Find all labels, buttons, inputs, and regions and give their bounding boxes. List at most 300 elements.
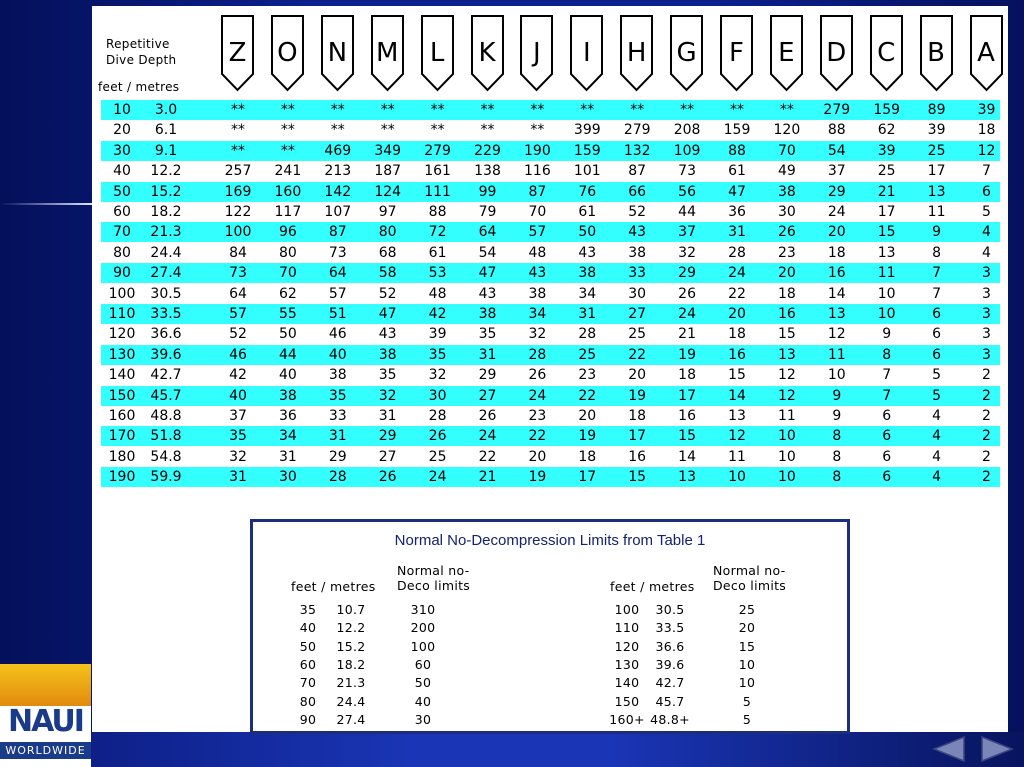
no-deco-time-cell: 38: [478, 306, 497, 322]
no-deco-time-cell: 101: [573, 163, 601, 180]
no-deco-time-cell: 5: [932, 367, 942, 384]
table-row: [101, 141, 1000, 161]
no-deco-time-cell: 19: [628, 387, 647, 404]
triangle-left-icon[interactable]: [930, 735, 966, 763]
depth-metres: 59.9: [150, 469, 182, 486]
no-deco-time-cell: 24: [827, 204, 846, 220]
table-panel: [92, 6, 1008, 732]
no-deco-time-cell: 31: [229, 469, 247, 486]
limit-depth-feet: 120: [614, 638, 640, 654]
no-deco-time-cell: 26: [378, 469, 397, 486]
no-deco-time-cell: **: [330, 122, 345, 139]
no-deco-time-cell: 29: [827, 183, 846, 200]
no-deco-time-cell: 6: [932, 326, 942, 343]
no-deco-time-cell: 15: [728, 367, 746, 384]
depth-metres: 48.8: [150, 408, 182, 424]
no-deco-time-cell: 47: [478, 265, 497, 282]
no-deco-time-cell: 61: [428, 244, 447, 261]
no-deco-time-cell: **: [480, 102, 495, 118]
no-deco-time-cell: 57: [328, 285, 347, 302]
no-deco-time-cell: 15: [877, 224, 896, 241]
no-deco-time-cell: 55: [278, 306, 297, 322]
no-deco-time-cell: **: [779, 102, 794, 118]
no-deco-time-cell: 14: [728, 387, 746, 404]
no-deco-time-cell: 42: [428, 306, 447, 322]
no-deco-time-cell: 34: [528, 306, 547, 322]
no-deco-time-cell: **: [280, 102, 295, 118]
group-letter: M: [375, 38, 399, 68]
no-deco-time-cell: 8: [882, 346, 892, 363]
no-deco-time-cell: 23: [578, 367, 597, 384]
no-deco-time-cell: 61: [728, 163, 746, 180]
depth-metres: 51.8: [150, 428, 182, 445]
no-deco-time-cell: 35: [428, 346, 447, 363]
limit-header-line1: Normal no-: [713, 563, 786, 578]
limit-minutes: 10: [738, 656, 756, 672]
table-row: [101, 324, 1000, 344]
no-deco-time-cell: 25: [428, 448, 447, 465]
no-deco-time-cell: 38: [378, 346, 397, 363]
group-tab-j: [519, 14, 554, 92]
no-deco-time-cell: 122: [224, 204, 252, 220]
no-deco-time-cell: 21: [478, 469, 497, 486]
no-deco-time-cell: 34: [578, 285, 597, 302]
table-row: [101, 284, 1000, 304]
group-tab-i: [569, 14, 604, 92]
group-letter: Z: [228, 38, 247, 68]
no-deco-time-cell: 8: [832, 448, 842, 465]
no-deco-time-cell: **: [280, 142, 295, 159]
limit-depth-metres: 48.8+: [650, 711, 690, 727]
group-letter: C: [877, 38, 896, 68]
limit-depth-feet: 60: [299, 656, 317, 672]
group-letter: E: [778, 38, 795, 68]
no-deco-time-cell: 58: [378, 265, 397, 282]
no-deco-time-cell: 132: [623, 142, 651, 159]
no-deco-time-cell: 3: [982, 326, 991, 343]
no-deco-time-cell: 64: [328, 265, 347, 282]
no-deco-time-cell: 10: [777, 448, 796, 465]
depth-metres: 9.1: [154, 142, 178, 159]
limit-depth-metres: 27.4: [336, 711, 366, 727]
limit-depth-feet: 80: [299, 693, 317, 709]
no-deco-time-cell: 4: [982, 244, 991, 261]
no-deco-time-cell: 18: [827, 244, 846, 261]
limit-depth-feet: 150: [614, 693, 640, 709]
right-limit-header: [713, 563, 786, 593]
no-deco-time-cell: 20: [528, 448, 547, 465]
no-deco-time-cell: 38: [328, 367, 347, 384]
depth-metres: 45.7: [150, 387, 182, 404]
no-deco-time-cell: 80: [378, 224, 397, 241]
no-deco-time-cell: 10: [877, 306, 896, 322]
no-deco-time-cell: 15: [777, 326, 796, 343]
limit-minutes: 40: [414, 693, 432, 709]
no-deco-time-cell: 28: [328, 469, 347, 486]
no-deco-time-cell: 32: [678, 244, 696, 261]
no-deco-time-cell: 20: [777, 265, 796, 282]
no-deco-time-cell: 16: [777, 306, 796, 322]
limit-minutes: 5: [742, 693, 752, 709]
no-deco-time-cell: 47: [378, 306, 397, 322]
no-deco-time-cell: 57: [528, 224, 547, 241]
no-deco-time-cell: 12: [827, 326, 846, 343]
limit-depth-metres: 30.5: [655, 602, 685, 617]
group-tab-e: [769, 14, 804, 92]
table-row: [101, 365, 1000, 385]
group-letter: A: [977, 38, 995, 68]
no-deco-time-cell: 30: [777, 204, 796, 220]
no-deco-time-cell: **: [730, 102, 744, 118]
no-deco-time-cell: 169: [224, 183, 252, 200]
limit-depth-feet: 110: [614, 620, 640, 636]
no-deco-time-cell: 61: [578, 204, 597, 220]
group-letter: D: [826, 38, 847, 68]
bottom-bar: [0, 732, 1024, 767]
no-deco-time-cell: 20: [728, 306, 746, 322]
left-units-header: feet / metres: [291, 579, 376, 594]
no-deco-time-cell: 13: [827, 306, 846, 322]
no-deco-time-cell: 10: [728, 469, 746, 486]
limit-minutes: 100: [410, 638, 436, 654]
group-tab-g: [669, 14, 704, 92]
group-tab-z: [220, 14, 255, 92]
no-deco-time-cell: 3: [982, 265, 991, 282]
no-deco-time-cell: 28: [428, 408, 447, 424]
no-deco-time-cell: **: [380, 122, 395, 139]
no-deco-time-cell: 26: [478, 408, 497, 424]
no-deco-time-cell: 46: [229, 346, 247, 363]
limit-minutes: 15: [738, 638, 756, 654]
no-deco-time-cell: 35: [478, 326, 497, 343]
no-deco-time-cell: 12: [777, 367, 796, 384]
no-deco-time-cell: 6: [982, 183, 991, 200]
no-deco-time-cell: 9: [932, 224, 942, 241]
no-deco-time-cell: 54: [827, 142, 846, 159]
no-deco-time-cell: 47: [728, 183, 746, 200]
no-deco-time-cell: 27: [478, 387, 497, 404]
no-deco-time-cell: 38: [777, 183, 796, 200]
group-tab-h: [619, 14, 654, 92]
limit-depth-metres: 45.7: [655, 693, 685, 709]
no-deco-time-cell: 6: [932, 346, 942, 363]
no-deco-time-cell: 161: [424, 163, 451, 180]
no-deco-time-cell: 107: [324, 204, 352, 220]
limit-minutes: 25: [738, 602, 756, 617]
no-deco-time-cell: 2: [982, 428, 991, 445]
no-deco-time-cell: 27: [378, 448, 397, 465]
limit-minutes: 10: [738, 675, 756, 691]
group-tab-a: [969, 14, 1004, 92]
no-deco-time-cell: 31: [478, 346, 497, 363]
no-deco-time-cell: 10: [827, 367, 846, 384]
no-deco-time-cell: 32: [528, 326, 547, 343]
group-letter: O: [277, 38, 298, 68]
limit-depth-feet: 100: [614, 602, 640, 617]
no-deco-time-cell: 142: [324, 183, 352, 200]
depth-feet: 60: [113, 204, 131, 220]
no-deco-time-cell: 2: [982, 387, 991, 404]
limit-minutes: 5: [742, 711, 752, 727]
no-deco-time-cell: 26: [428, 428, 447, 445]
limit-depth-metres: 10.7: [336, 602, 366, 617]
no-deco-time-cell: 22: [528, 428, 547, 445]
no-deco-time-cell: 22: [478, 448, 497, 465]
no-deco-time-cell: 30: [278, 469, 297, 486]
no-deco-time-cell: **: [430, 122, 445, 139]
no-deco-time-cell: 88: [728, 142, 746, 159]
no-deco-time-cell: 31: [728, 224, 746, 241]
no-deco-time-cell: 22: [628, 346, 647, 363]
group-tab-n: [320, 14, 355, 92]
no-deco-time-cell: 7: [982, 163, 991, 180]
triangle-right-icon[interactable]: [980, 735, 1016, 763]
depth-feet: 80: [113, 244, 131, 261]
no-deco-time-cell: 6: [882, 408, 892, 424]
no-deco-time-cell: 20: [628, 367, 647, 384]
table-row: [101, 386, 1000, 406]
depth-feet: 100: [108, 285, 136, 302]
no-deco-time-cell: 44: [678, 204, 696, 220]
no-deco-time-cell: 2: [982, 367, 991, 384]
left-limit-header: [397, 563, 470, 593]
group-letter: L: [429, 38, 445, 68]
no-deco-time-cell: **: [530, 102, 545, 118]
no-deco-time-cell: **: [580, 102, 595, 118]
no-deco-time-cell: 10: [777, 428, 796, 445]
no-deco-time-cell: 99: [478, 183, 497, 200]
no-deco-time-cell: 32: [428, 367, 447, 384]
no-deco-time-cell: 15: [678, 428, 696, 445]
no-deco-time-cell: 14: [827, 285, 846, 302]
group-letter: J: [533, 38, 541, 68]
no-deco-time-cell: 3: [982, 306, 991, 322]
no-deco-time-cell: 51: [328, 306, 347, 322]
no-deco-time-cell: 279: [623, 122, 651, 139]
no-deco-time-cell: 25: [927, 142, 946, 159]
no-deco-time-cell: 97: [378, 204, 397, 220]
no-deco-time-cell: 50: [278, 326, 297, 343]
depth-metres: 3.0: [154, 102, 178, 118]
no-deco-time-cell: 70: [278, 265, 297, 282]
no-deco-time-cell: 73: [328, 244, 347, 261]
no-deco-time-cell: 26: [777, 224, 796, 241]
no-deco-time-cell: 80: [278, 244, 297, 261]
limit-depth-metres: 42.7: [655, 675, 685, 691]
no-deco-time-cell: 4: [932, 428, 942, 445]
no-deco-time-cell: 18: [728, 326, 746, 343]
no-deco-time-cell: 43: [528, 265, 547, 282]
no-deco-time-cell: 159: [723, 122, 751, 139]
no-deco-time-cell: 42: [229, 367, 247, 384]
group-tab-b: [919, 14, 954, 92]
depth-metres: 30.5: [150, 285, 182, 302]
table-row: [101, 182, 1000, 202]
depth-metres: 6.1: [154, 122, 178, 139]
no-deco-time-cell: 76: [578, 183, 597, 200]
no-deco-time-cell: 33: [628, 265, 647, 282]
limit-minutes: 310: [410, 602, 436, 617]
no-deco-time-cell: 213: [324, 163, 352, 180]
depth-metres: 24.4: [150, 244, 182, 261]
no-deco-time-cell: 10: [777, 469, 796, 486]
no-deco-time-cell: 20: [578, 408, 597, 424]
depth-metres: 21.3: [150, 224, 182, 241]
no-deco-time-cell: 32: [229, 448, 247, 465]
group-letter: I: [582, 38, 591, 68]
label-line2: Dive Depth: [106, 53, 177, 67]
depth-metres: 33.5: [150, 306, 182, 322]
no-deco-time-cell: 28: [578, 326, 597, 343]
no-deco-time-cell: 6: [882, 448, 892, 465]
no-deco-time-cell: 18: [678, 367, 696, 384]
no-deco-time-cell: 37: [229, 408, 247, 424]
no-deco-time-cell: 21: [678, 326, 696, 343]
no-deco-time-cell: 35: [328, 387, 347, 404]
no-deco-time-cell: 24: [428, 469, 447, 486]
no-deco-time-cell: 35: [229, 428, 247, 445]
no-deco-time-cell: 28: [528, 346, 547, 363]
no-deco-time-cell: 229: [474, 142, 501, 159]
table-row: [101, 222, 1000, 242]
no-deco-time-cell: **: [630, 102, 645, 118]
no-deco-time-cell: 5: [982, 204, 991, 220]
no-deco-time-cell: 40: [229, 387, 247, 404]
no-deco-time-cell: **: [430, 102, 445, 118]
no-deco-time-cell: 190: [524, 142, 551, 159]
no-deco-time-cell: 12: [728, 428, 746, 445]
no-deco-limits-box: [250, 519, 850, 734]
table-row: [101, 345, 1000, 365]
depth-metres: 15.2: [150, 183, 182, 200]
no-deco-time-cell: 19: [578, 428, 597, 445]
no-deco-time-cell: 84: [229, 244, 247, 261]
no-deco-time-cell: 14: [678, 448, 696, 465]
no-deco-time-cell: 29: [478, 367, 497, 384]
no-deco-time-cell: 31: [328, 428, 347, 445]
no-deco-time-cell: 31: [578, 306, 597, 322]
no-deco-time-cell: 25: [877, 163, 896, 180]
no-deco-time-cell: 15: [628, 469, 647, 486]
no-deco-time-cell: 16: [628, 448, 647, 465]
no-deco-time-cell: 4: [932, 448, 942, 465]
no-deco-time-cell: 53: [428, 265, 447, 282]
no-deco-time-cell: 79: [478, 204, 497, 220]
no-deco-time-cell: **: [231, 122, 245, 139]
depth-units-label: feet / metres: [98, 80, 180, 94]
no-deco-time-cell: 39: [977, 102, 996, 118]
depth-feet: 10: [113, 102, 131, 118]
limit-depth-metres: 15.2: [336, 638, 366, 654]
no-deco-time-cell: 29: [378, 428, 397, 445]
no-deco-time-cell: 20: [827, 224, 846, 241]
no-deco-time-cell: 19: [678, 346, 696, 363]
label-line1: Repetitive: [106, 37, 170, 51]
depth-feet: 160: [108, 408, 136, 424]
no-deco-time-cell: 36: [278, 408, 297, 424]
limit-depth-feet: 40: [299, 620, 317, 636]
limit-depth-feet: 90: [299, 711, 317, 727]
limit-header-line1: Normal no-: [397, 563, 470, 578]
group-letter: K: [478, 38, 496, 68]
no-deco-time-cell: 279: [823, 102, 851, 118]
limit-depth-metres: 36.6: [655, 638, 685, 654]
limit-depth-feet: 35: [299, 602, 317, 617]
no-deco-time-cell: **: [330, 102, 345, 118]
no-deco-time-cell: 32: [378, 387, 397, 404]
no-deco-time-cell: 8: [932, 244, 942, 261]
no-deco-time-cell: **: [280, 122, 295, 139]
depth-feet: 190: [108, 469, 136, 486]
no-deco-time-cell: 22: [578, 387, 597, 404]
group-tab-k: [470, 14, 505, 92]
no-deco-time-cell: 87: [628, 163, 647, 180]
no-deco-time-cell: 109: [673, 142, 701, 159]
group-letter: H: [626, 38, 647, 68]
no-deco-time-cell: 18: [628, 408, 647, 424]
group-tab-l: [420, 14, 455, 92]
limit-depth-metres: 39.6: [655, 656, 685, 672]
no-deco-time-cell: 17: [877, 204, 896, 220]
no-deco-time-cell: 54: [478, 244, 497, 261]
no-deco-time-cell: 62: [278, 285, 297, 302]
table-row: [101, 161, 1000, 181]
group-tab-f: [719, 14, 754, 92]
no-deco-time-cell: 5: [932, 387, 942, 404]
no-deco-time-cell: 11: [927, 204, 946, 220]
no-deco-time-cell: 40: [278, 367, 297, 384]
no-deco-time-cell: 50: [578, 224, 597, 241]
no-deco-time-cell: 38: [278, 387, 297, 404]
no-deco-time-cell: 241: [274, 163, 302, 180]
group-letter: N: [327, 38, 348, 68]
depth-metres: 36.6: [150, 326, 182, 343]
no-deco-time-cell: 2: [982, 469, 991, 486]
depth-feet: 130: [108, 346, 136, 363]
depth-feet: 170: [108, 428, 136, 445]
no-deco-time-cell: 72: [428, 224, 447, 241]
no-deco-time-cell: 24: [678, 306, 696, 322]
depth-feet: 40: [113, 163, 131, 180]
no-deco-time-cell: 9: [832, 387, 842, 404]
no-deco-time-cell: 37: [678, 224, 696, 241]
no-deco-time-cell: 87: [328, 224, 347, 241]
no-deco-time-cell: 22: [728, 285, 746, 302]
no-deco-time-cell: 117: [274, 204, 302, 220]
limit-header-line2: Deco limits: [397, 578, 471, 593]
no-deco-time-cell: 27: [628, 306, 647, 322]
depth-metres: 27.4: [150, 265, 182, 282]
no-deco-time-cell: 39: [877, 142, 896, 159]
table-row: [101, 304, 1000, 324]
no-deco-time-cell: 12: [977, 142, 996, 159]
no-deco-time-cell: 13: [927, 183, 946, 200]
no-deco-time-cell: 64: [478, 224, 497, 241]
depth-metres: 54.8: [150, 448, 182, 465]
limit-depth-metres: 12.2: [336, 620, 366, 636]
no-deco-time-cell: **: [480, 122, 495, 139]
no-deco-time-cell: 7: [932, 285, 942, 302]
no-deco-time-cell: 68: [378, 244, 397, 261]
limit-depth-feet: 160+: [609, 711, 645, 727]
no-deco-time-cell: 18: [578, 448, 597, 465]
table-row: [101, 447, 1000, 467]
no-deco-time-cell: 6: [932, 306, 942, 322]
no-deco-time-cell: 11: [777, 408, 796, 424]
limit-depth-feet: 70: [299, 675, 317, 691]
no-deco-time-cell: 70: [528, 204, 547, 220]
no-deco-time-cell: 7: [932, 265, 942, 282]
